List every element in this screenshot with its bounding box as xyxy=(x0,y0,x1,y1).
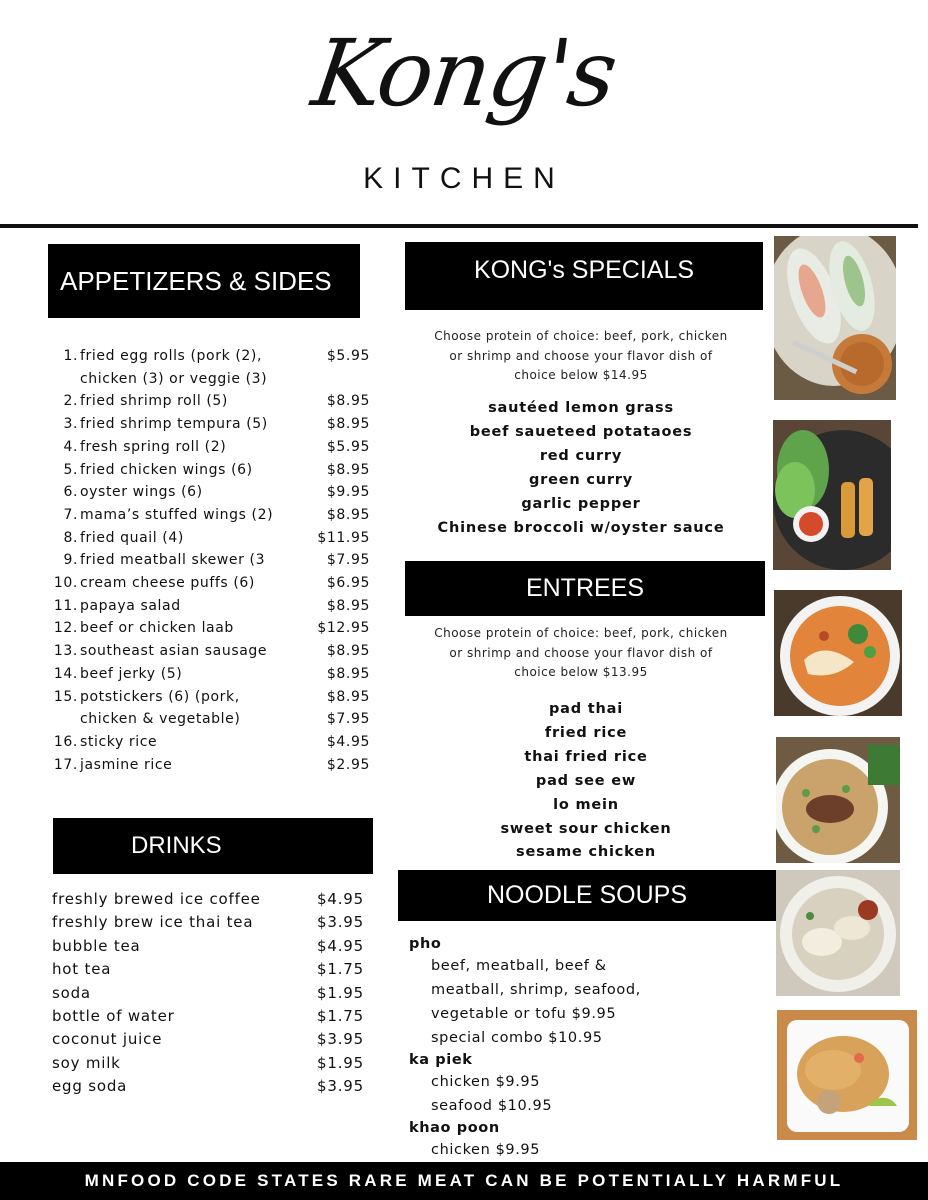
item-number: 7. xyxy=(63,506,78,523)
list-item xyxy=(52,1028,364,1051)
item-price: $8.95 xyxy=(326,597,370,614)
list-item xyxy=(52,345,370,368)
specials-dishes xyxy=(405,397,757,540)
drink-name: bottle of water xyxy=(52,1007,175,1026)
logo-script: Kong's xyxy=(306,20,622,127)
dish-item: Chinese broccoli w/oyster sauce xyxy=(437,519,725,536)
footer-warning: MNFOOD CODE STATES RARE MEAT CAN BE POTENTIALLY HARMFUL xyxy=(0,1162,928,1200)
noodle-soups-list xyxy=(409,934,769,1162)
item-name: fried shrimp tempura (5) xyxy=(80,416,268,433)
list-item xyxy=(52,527,370,550)
item-name: chicken (3) or veggie (3) xyxy=(80,370,268,387)
soup-line: special combo $10.95 xyxy=(431,1030,603,1046)
item-price: $12.95 xyxy=(317,620,370,637)
list-item xyxy=(52,504,370,527)
list-item xyxy=(52,663,370,686)
dish-item: sautéed lemon grass xyxy=(488,400,674,416)
item-number: 8. xyxy=(63,529,78,546)
item-price: $4.95 xyxy=(326,733,370,750)
item-number: 17. xyxy=(53,756,78,773)
item-name: fried meatball skewer (3 xyxy=(80,552,266,569)
drink-price: $3.95 xyxy=(317,913,364,932)
item-price: $8.95 xyxy=(326,688,370,705)
list-item xyxy=(52,595,370,618)
item-price: $2.95 xyxy=(326,756,370,773)
item-name: mama’s stuffed wings (2) xyxy=(80,506,274,523)
item-price: $8.95 xyxy=(326,393,370,410)
drink-name: bubble tea xyxy=(52,936,141,955)
item-name: cream cheese puffs (6) xyxy=(80,575,255,592)
soup-line: beef, meatball, beef & xyxy=(431,958,607,974)
list-item xyxy=(52,958,364,981)
drinks-title: DRINKS xyxy=(53,818,373,874)
fresh-spring-rolls-photo xyxy=(774,236,896,400)
item-name: oyster wings (6) xyxy=(80,484,203,501)
drink-name: coconut juice xyxy=(52,1030,163,1049)
logo-subtitle: KITCHEN xyxy=(363,162,565,195)
drink-price: $1.95 xyxy=(317,1053,364,1072)
drink-price: $4.95 xyxy=(317,936,364,955)
item-name: potstickers (6) (pork, xyxy=(80,688,240,705)
dish-item: sweet sour chicken xyxy=(500,820,672,837)
drink-price: $3.95 xyxy=(317,1077,364,1096)
note-line: Choose protein of choice: beef, pork, chicken xyxy=(434,329,728,343)
item-name: papaya salad xyxy=(80,597,181,614)
note-line: Choose protein of choice: beef, pork, chicken xyxy=(434,626,728,640)
entrees-note xyxy=(405,624,757,683)
item-price: $9.95 xyxy=(326,484,370,501)
item-number: 1. xyxy=(63,348,78,364)
dish-item: lo mein xyxy=(553,796,619,813)
specials-title: KONG's SPECIALS xyxy=(405,242,763,310)
drink-name: hot tea xyxy=(52,960,112,979)
drink-price: $1.95 xyxy=(317,983,364,1002)
item-number: 2. xyxy=(63,393,78,410)
item-name: jasmine rice xyxy=(80,756,173,773)
drink-price: $1.75 xyxy=(317,1007,364,1026)
list-item xyxy=(52,935,364,958)
item-price: $7.95 xyxy=(326,552,370,569)
item-price: $6.95 xyxy=(326,575,370,592)
soup-line: vegetable or tofu $9.95 xyxy=(431,1006,617,1022)
list-item xyxy=(52,459,370,482)
drink-price: $3.95 xyxy=(317,1030,364,1049)
list-item xyxy=(52,1075,364,1098)
note-line: choice below $14.95 xyxy=(514,368,648,382)
item-number: 3. xyxy=(63,416,78,433)
list-item xyxy=(52,731,370,754)
dish-item: fried rice xyxy=(544,724,628,741)
curry-noodle-soup-photo xyxy=(774,590,902,716)
pad-thai-photo xyxy=(777,1010,917,1140)
entrees-title: ENTREES xyxy=(405,561,765,616)
drink-name: soy milk xyxy=(52,1053,121,1072)
pho-bowl-photo xyxy=(776,737,900,863)
item-number: 5. xyxy=(63,461,78,478)
soup-line: meatball, shrimp, seafood, xyxy=(431,982,641,998)
item-price xyxy=(312,368,370,391)
dish-item: pad thai xyxy=(548,701,623,717)
list-item xyxy=(52,617,370,640)
item-price: $8.95 xyxy=(326,461,370,478)
item-number: 6. xyxy=(63,484,78,501)
list-item xyxy=(52,754,370,777)
list-item xyxy=(52,911,364,934)
drink-price: $4.95 xyxy=(317,890,364,908)
list-item xyxy=(52,390,370,413)
item-price: $8.95 xyxy=(326,665,370,682)
note-line: choice below $13.95 xyxy=(514,665,648,679)
item-price: $8.95 xyxy=(326,416,370,433)
item-name: chicken & vegetable) xyxy=(80,711,241,728)
item-number: 9. xyxy=(63,552,78,569)
dish-item: green curry xyxy=(528,471,634,488)
item-price: $8.95 xyxy=(326,506,370,523)
appetizers-title: APPETIZERS & SIDES xyxy=(48,244,360,318)
egg-rolls-salad-photo xyxy=(773,420,891,570)
item-number: 15. xyxy=(53,688,78,705)
item-number: 14. xyxy=(53,665,78,682)
dish-item: red curry xyxy=(539,447,623,464)
item-number xyxy=(52,368,78,391)
item-price: $5.95 xyxy=(326,348,370,364)
list-item xyxy=(52,436,370,459)
dumpling-soup-photo xyxy=(776,870,900,996)
list-item xyxy=(52,368,370,391)
soup-line: seafood $10.95 xyxy=(431,1098,553,1114)
item-name: southeast asian sausage xyxy=(80,643,268,660)
item-name: sticky rice xyxy=(80,733,158,750)
list-item xyxy=(52,572,370,595)
item-number: 16. xyxy=(53,733,78,750)
dish-item: beef saueteed potataoes xyxy=(469,423,693,440)
item-number: 11. xyxy=(53,597,78,614)
item-number: 12. xyxy=(53,620,78,637)
drinks-list xyxy=(52,888,364,1099)
soup-line: chicken $9.95 xyxy=(431,1074,541,1090)
list-item xyxy=(52,413,370,436)
list-item xyxy=(52,1005,364,1028)
note-line: or shrimp and choose your flavor dish of xyxy=(449,645,713,660)
item-name: fried egg rolls (pork (2), xyxy=(80,348,263,364)
item-number: 4. xyxy=(63,438,78,455)
soup-group-name: pho xyxy=(409,936,442,952)
soup-group-name: khao poon xyxy=(409,1120,500,1136)
noodle-soups-title: NOODLE SOUPS xyxy=(398,870,776,921)
specials-note xyxy=(405,327,757,386)
item-number: 10. xyxy=(53,575,78,592)
item-number xyxy=(52,708,78,731)
item-name: fried chicken wings (6) xyxy=(80,461,253,478)
drink-name: egg soda xyxy=(52,1077,128,1096)
soup-group-name: ka piek xyxy=(409,1052,473,1068)
header-divider xyxy=(0,224,918,228)
list-item xyxy=(52,708,370,731)
note-line: or shrimp and choose your flavor dish of xyxy=(449,348,713,363)
item-price: $11.95 xyxy=(317,529,370,546)
appetizers-list xyxy=(52,345,370,776)
item-name: fried quail (4) xyxy=(80,529,184,546)
dish-item: pad see ew xyxy=(535,772,637,789)
list-item xyxy=(52,686,370,709)
drink-name: soda xyxy=(52,983,91,1002)
drink-name: freshly brew ice thai tea xyxy=(52,913,254,932)
item-price: $5.95 xyxy=(326,438,370,455)
list-item xyxy=(52,640,370,663)
item-name: beef or chicken laab xyxy=(80,620,234,637)
item-number: 13. xyxy=(53,643,78,660)
list-item xyxy=(52,888,364,911)
soup-line: chicken $9.95 xyxy=(431,1142,541,1158)
list-item xyxy=(52,1052,364,1075)
list-item xyxy=(52,982,364,1005)
item-name: fresh spring roll (2) xyxy=(80,438,227,455)
drink-price: $1.75 xyxy=(317,960,364,979)
entrees-dishes xyxy=(405,698,767,865)
list-item xyxy=(52,549,370,572)
item-price: $8.95 xyxy=(326,643,370,660)
item-price: $7.95 xyxy=(326,711,370,728)
dish-item: garlic pepper xyxy=(521,495,641,512)
drink-name: freshly brewed ice coffee xyxy=(52,890,261,908)
dish-item: sesame chicken xyxy=(516,844,656,861)
item-name: beef jerky (5) xyxy=(80,665,183,682)
item-name: fried shrimp roll (5) xyxy=(80,393,228,410)
dish-item: thai fried rice xyxy=(524,748,648,765)
list-item xyxy=(52,481,370,504)
